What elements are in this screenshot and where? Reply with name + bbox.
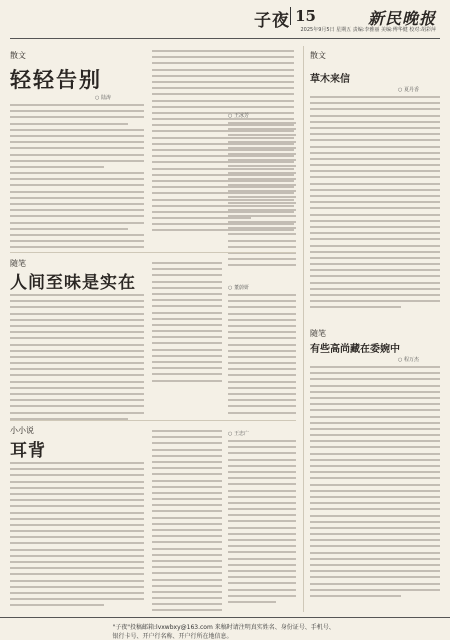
section-divider xyxy=(10,252,296,253)
article-body xyxy=(310,96,440,313)
article-byline: ○ 董蔚妍 xyxy=(228,285,249,291)
article-body xyxy=(228,122,296,271)
article-headline: 有些高尚藏在委婉中 xyxy=(310,344,400,355)
newspaper-logo: 新民晚报 xyxy=(367,9,436,28)
submission-notice: "子夜"投稿邮箱:lvxwbxy@163.com 来稿时请注明真实姓名、身份证号、手机号、银行卡号、开户行名称、开户行所在地信息。 xyxy=(112,624,335,640)
article-headline: 轻轻告别 xyxy=(10,68,102,92)
article-body xyxy=(10,462,144,611)
article-headline: 耳背 xyxy=(10,441,46,461)
page-number: 15 xyxy=(290,7,316,25)
article-tag: 散文 xyxy=(10,51,26,60)
article-byline: ○ 程万杰 xyxy=(398,357,419,363)
article-body-cont xyxy=(152,262,222,386)
page-footer xyxy=(0,617,450,640)
column-divider xyxy=(303,46,304,612)
article-body xyxy=(10,294,144,424)
article-byline: ○ 王忠广 xyxy=(228,431,249,437)
article-tag: 小小说 xyxy=(10,426,34,435)
article-tag: 随笔 xyxy=(310,329,326,338)
article-headline: 草木来信 xyxy=(310,74,350,85)
article-byline: ○ 王冰芳 xyxy=(228,113,249,119)
article-byline: ○ 陆涛 xyxy=(95,95,111,101)
article-body xyxy=(310,366,440,601)
article-body-cont xyxy=(228,440,296,607)
article-tag: 随笔 xyxy=(10,259,26,268)
article-tag: 散文 xyxy=(310,51,326,60)
masthead xyxy=(10,6,440,36)
masthead-rule xyxy=(10,38,440,39)
section-divider xyxy=(10,420,296,421)
section-title: 子夜 xyxy=(254,11,290,31)
article-headline: 人间至味是实在 xyxy=(10,273,136,293)
article-byline: ○ 夏丹香 xyxy=(398,87,419,93)
dateline: 2025年9月5日 星期五 责编:李雅丽 美编:傅华健 校对:胡彩萍 xyxy=(300,27,436,33)
article-body-cont xyxy=(228,294,296,418)
article-body-cont xyxy=(152,430,222,616)
article-body xyxy=(10,104,144,253)
